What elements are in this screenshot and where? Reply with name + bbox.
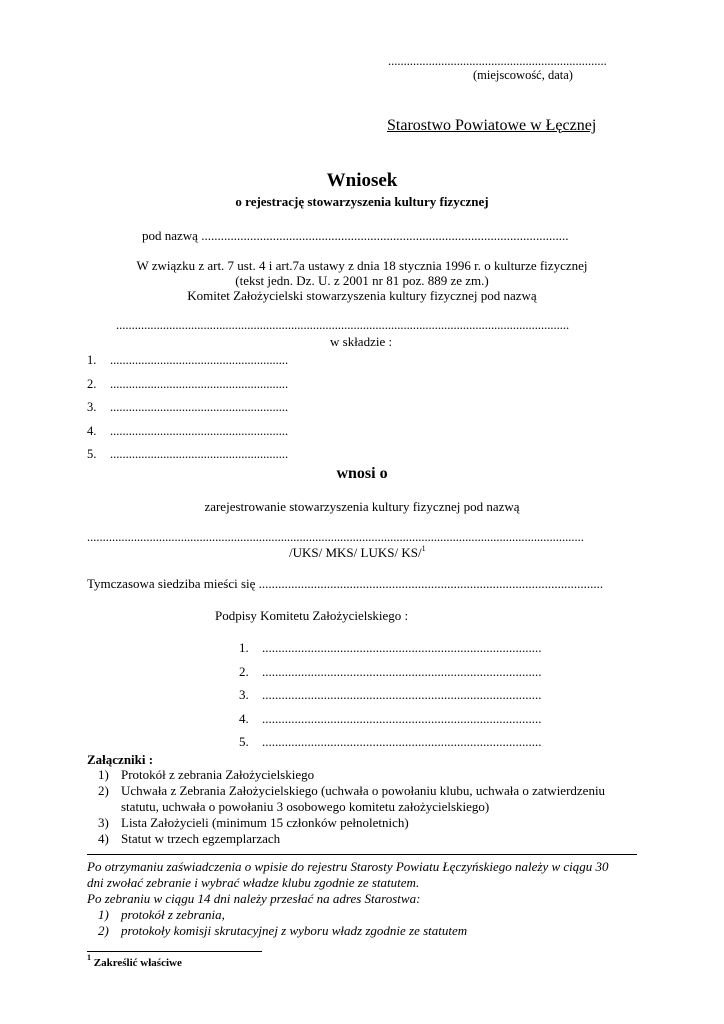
- attachment-item: 1) Protokół z zebrania Założycielskiego: [98, 767, 315, 782]
- member-row: 2. .........................................................: [87, 376, 289, 391]
- member-row: 3. .........................................................: [87, 400, 289, 414]
- attachments-heading: Załączniki :: [87, 752, 154, 767]
- document-title: Wniosek: [326, 170, 398, 191]
- footnote-separator: [87, 951, 262, 952]
- request-heading: wnosi o: [336, 465, 388, 482]
- notes-line-3: Po zebraniu w ciągu 14 dni należy przesłać na adres Starostwa:: [87, 891, 421, 906]
- place-date-dots: ......................................................................: [388, 54, 607, 68]
- members-list: [87, 349, 288, 467]
- legal-basis-line-1: W związku z art. 7 ust. 4 i art.7a ustawy z dnia 18 stycznia 1996 r. o kulturze fizycznej: [136, 258, 588, 273]
- attachments-list: [98, 767, 605, 847]
- signatures-list: [239, 636, 542, 754]
- office-name: Starostwo Powiatowe w Łęcznej: [387, 117, 597, 134]
- document-subtitle: o rejestrację stowarzyszenia kultury fizycznej: [235, 194, 489, 209]
- notes-line-2: dni zwołać zebranie i wybrać władze klubu zgodnie ze statutem.: [87, 875, 420, 890]
- member-row: 5. .........................................................: [87, 447, 289, 461]
- composition-label: w składzie :: [330, 334, 393, 349]
- name-line: pod nazwą .................................................................................................................: [142, 228, 569, 243]
- attachment-item: 2) Uchwała z Zebrania Założycielskiego (uchwała o powołaniu klubu, uchwała o zatwierdzeniu: [98, 783, 606, 798]
- footnote-ref: 1: [421, 544, 426, 553]
- notes-item: 2) protokoły komisji skrutacyjnej z wyboru władz zgodnie ze statutem: [98, 923, 468, 938]
- signature-row: 5. ......................................................................................: [239, 734, 542, 749]
- request-line: zarejestrowanie stowarzyszenia kultury fizycznej pod nazwą: [204, 499, 520, 514]
- notes-item: 1) protokół z zebrania,: [98, 907, 225, 922]
- signature-row: 2. ......................................................................................: [239, 663, 542, 679]
- committee-name-dots: .................................................................................................................................................: [116, 318, 570, 332]
- attachment-item-continued: statutu, uchwała o powołaniu 3 osobowego komitetu założycielskiego): [121, 799, 490, 814]
- member-row: 1. .........................................................: [87, 353, 289, 367]
- notes-separator: [87, 854, 637, 855]
- legal-basis-line-2: (tekst jedn. Dz. U. z 2001 nr 81 poz. 889 ze zm.): [235, 273, 489, 288]
- signatures-label: Podpisy Komitetu Założycielskiego :: [215, 608, 409, 623]
- signature-row: 3. ......................................................................................: [239, 687, 542, 702]
- notes-line-1: Po otrzymaniu zaświadczenia o wpisie do rejestru Starosty Powiatu Łęczyńskiego należy w ciągu 30: [87, 859, 609, 874]
- legal-basis-line-3: Komitet Założycielski stowarzyszenia kultury fizycznej pod nazwą: [187, 288, 537, 303]
- notes: [87, 859, 609, 939]
- member-row: 4. .........................................................: [87, 423, 289, 438]
- club-types: /UKS/ MKS/ LUKS/ KS/$^1$: [289, 544, 426, 560]
- request-name-dots: ...............................................................................................................................................................: [87, 530, 584, 544]
- place-date-label: (miejscowość, data): [473, 68, 573, 82]
- signature-row: 4. ......................................................................................: [239, 710, 542, 726]
- signature-row: 1. ......................................................................................: [239, 640, 542, 655]
- seat-line: Tymczasowa siedziba mieści się ..........................................................................................................: [87, 576, 604, 591]
- attachment-item: 4) Statut w trzech egzemplarzach: [98, 831, 281, 846]
- attachment-item: 3) Lista Założycieli (minimum 15 członków pełnoletnich): [98, 815, 409, 830]
- footnote: $^1$ Zakreślić właściwe: [87, 953, 182, 969]
